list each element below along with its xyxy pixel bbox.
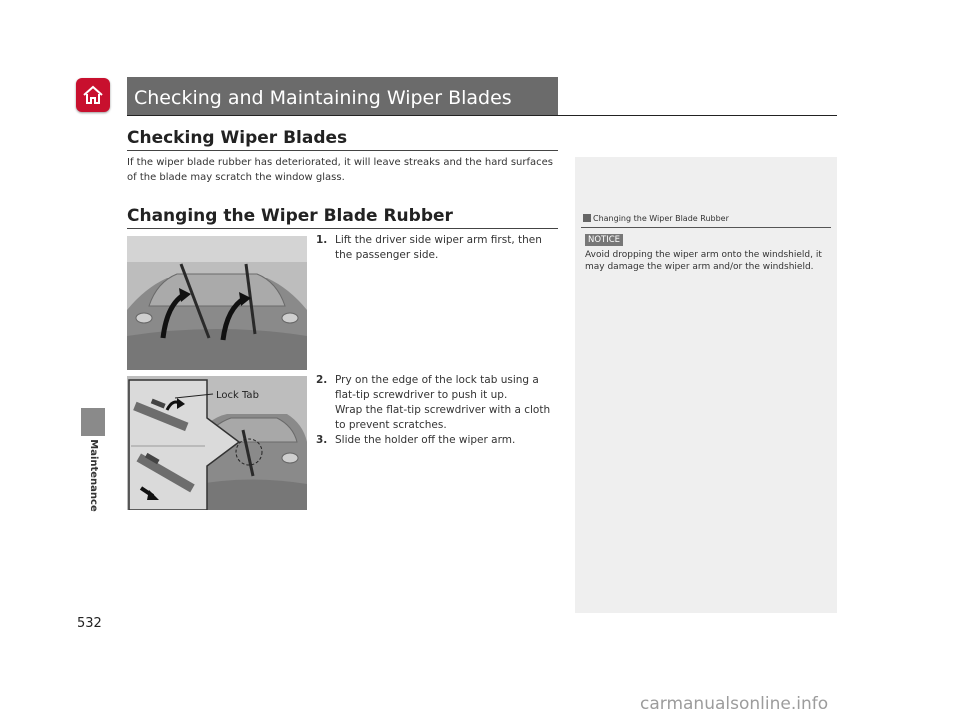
sidebar-divider [581, 227, 831, 228]
step-text: Pry on the edge of the lock tab using a flat-tip screwdriver to push it up. [335, 374, 539, 401]
step-number: 1. [316, 234, 328, 246]
home-icon [82, 85, 104, 105]
lock-tab-callout: Lock Tab [216, 390, 259, 401]
home-button[interactable] [76, 78, 110, 112]
step-subtext: Wrap the flat-tip screwdriver with a cloth to prevent scratches. [335, 404, 551, 431]
notice-text: Avoid dropping the wiper arm onto the windshield, it may damage the wiper arm and/or the windshield. [585, 250, 822, 272]
list-item [316, 433, 560, 448]
list-item [316, 373, 560, 433]
side-tab-label: Maintenance [87, 438, 99, 512]
title-divider [127, 115, 837, 116]
notice-badge: NOTICE [585, 234, 623, 246]
section-divider [127, 150, 558, 151]
step-number: 3. [316, 434, 328, 446]
reference-marker-icon [583, 214, 591, 222]
step-text: Lift the driver side wiper arm first, then the passenger side. [335, 234, 542, 261]
step-text: Slide the holder off the wiper arm. [335, 434, 516, 446]
list-item [316, 233, 560, 263]
lock-tab-illustration [127, 376, 307, 510]
steps-part-b [316, 373, 560, 448]
steps-part-a [316, 233, 560, 263]
step-number: 2. [316, 374, 328, 386]
section-heading-checking: Checking Wiper Blades [127, 128, 348, 148]
side-tab-marker[interactable] [81, 408, 105, 436]
checking-body-text: If the wiper blade rubber has deteriorated, it will leave streaks and the hard surfaces of the blade may scratch the window glass. [127, 157, 553, 183]
wiper-lift-illustration [127, 236, 307, 370]
section-divider [127, 228, 558, 229]
sidebar-heading [583, 214, 729, 223]
page-title: Checking and Maintaining Wiper Blades [134, 87, 512, 109]
sidebar-heading-text: Changing the Wiper Blade Rubber [593, 214, 729, 223]
watermark: carmanualsonline.info [640, 694, 829, 714]
section-heading-changing: Changing the Wiper Blade Rubber [127, 206, 453, 226]
side-tab[interactable] [70, 440, 116, 510]
page-title-bar [127, 77, 558, 115]
page-number: 532 [77, 616, 102, 631]
notes-sidebar [575, 157, 837, 613]
